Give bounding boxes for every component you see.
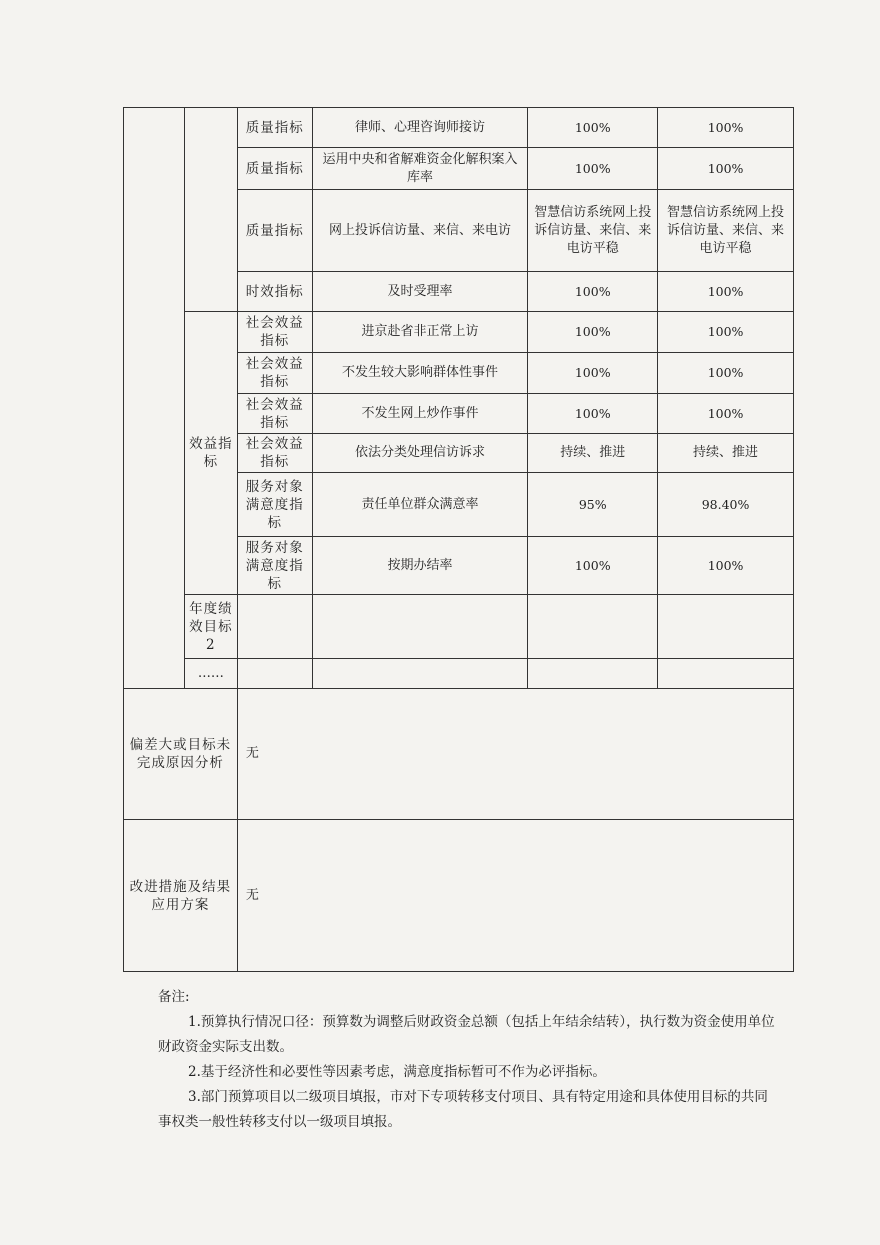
table-row xyxy=(124,659,794,689)
indicator-target: 100% xyxy=(528,108,658,148)
outer-blank-cell xyxy=(124,108,185,689)
indicator-name: 服务对象满意度指标 xyxy=(237,473,312,537)
deviation-value: 无 xyxy=(237,689,793,820)
blank-cell xyxy=(528,595,658,659)
blank-cell xyxy=(237,595,312,659)
blank-cell xyxy=(312,659,528,689)
indicator-name: 质量指标 xyxy=(237,108,312,148)
indicator-name: 质量指标 xyxy=(237,148,312,190)
indicator-name: 社会效益指标 xyxy=(237,394,312,434)
indicator-actual: 持续、推进 xyxy=(658,434,794,473)
indicator-actual: 100% xyxy=(658,353,794,394)
blank-cell xyxy=(237,659,312,689)
table-row xyxy=(124,108,794,148)
indicator-actual: 100% xyxy=(658,312,794,353)
table-row xyxy=(124,595,794,659)
improve-label: 改进措施及结果应用方案 xyxy=(124,820,238,972)
indicator-target: 100% xyxy=(528,353,658,394)
indicator-target: 95% xyxy=(528,473,658,537)
indicator-content: 运用中央和省解难资金化解积案入库率 xyxy=(312,148,528,190)
table-row xyxy=(124,312,794,353)
indicator-content: 依法分类处理信访诉求 xyxy=(312,434,528,473)
indicator-target: 智慧信访系统网上投诉信访量、来信、来电访平稳 xyxy=(528,190,658,272)
ellipsis-cell: …… xyxy=(184,659,237,689)
improve-value: 无 xyxy=(237,820,793,972)
indicator-content: 责任单位群众满意率 xyxy=(312,473,528,537)
annual-goal-label: 年度绩效目标2 xyxy=(184,595,237,659)
indicator-target: 持续、推进 xyxy=(528,434,658,473)
indicator-actual: 100% xyxy=(658,394,794,434)
blank-cell xyxy=(528,659,658,689)
indicator-content: 网上投诉信访量、来信、来电访 xyxy=(312,190,528,272)
deviation-label: 偏差大或目标未完成原因分析 xyxy=(124,689,238,820)
indicator-actual: 100% xyxy=(658,537,794,595)
note-item: 1.预算执行情况口径：预算数为调整后财政资金总额（包括上年结余结转），执行数为资金使用单位财政资金实际支出数。 xyxy=(158,1014,775,1055)
indicator-content: 不发生较大影响群体性事件 xyxy=(312,353,528,394)
indicator-name: 服务对象满意度指标 xyxy=(237,537,312,595)
group-label: 效益指标 xyxy=(184,312,237,595)
indicator-actual: 智慧信访系统网上投诉信访量、来信、来电访平稳 xyxy=(658,190,794,272)
indicator-actual: 100% xyxy=(658,272,794,312)
indicator-name: 质量指标 xyxy=(237,190,312,272)
blank-cell xyxy=(658,659,794,689)
indicator-content: 不发生网上炒作事件 xyxy=(312,394,528,434)
indicator-content: 律师、心理咨询师接访 xyxy=(312,108,528,148)
indicator-content: 按期办结率 xyxy=(312,537,528,595)
indicator-target: 100% xyxy=(528,148,658,190)
indicator-content: 进京赴省非正常上访 xyxy=(312,312,528,353)
indicator-target: 100% xyxy=(528,312,658,353)
indicator-target: 100% xyxy=(528,537,658,595)
note-item: 3.部门预算项目以二级项目填报，市对下专项转移支付项目、具有特定用途和具体使用目标的共同事权类一般性转移支付以一级项目填报。 xyxy=(158,1089,768,1130)
notes-title: 备注: xyxy=(158,989,190,1005)
table-row xyxy=(124,689,794,820)
indicator-name: 社会效益指标 xyxy=(237,353,312,394)
indicator-name: 社会效益指标 xyxy=(237,434,312,473)
indicator-content: 及时受理率 xyxy=(312,272,528,312)
indicator-target: 100% xyxy=(528,394,658,434)
indicator-name: 社会效益指标 xyxy=(237,312,312,353)
indicator-target: 100% xyxy=(528,272,658,312)
blank-cell xyxy=(658,595,794,659)
indicator-name: 时效指标 xyxy=(237,272,312,312)
indicator-actual: 98.40% xyxy=(658,473,794,537)
notes-section xyxy=(158,985,778,1135)
note-item: 2.基于经济性和必要性等因素考虑，满意度指标暂可不作为必评指标。 xyxy=(188,1064,606,1080)
blank-cell xyxy=(312,595,528,659)
table-row xyxy=(124,820,794,972)
indicator-actual: 100% xyxy=(658,108,794,148)
group-blank-cell xyxy=(184,108,237,312)
performance-table xyxy=(123,107,794,972)
indicator-actual: 100% xyxy=(658,148,794,190)
